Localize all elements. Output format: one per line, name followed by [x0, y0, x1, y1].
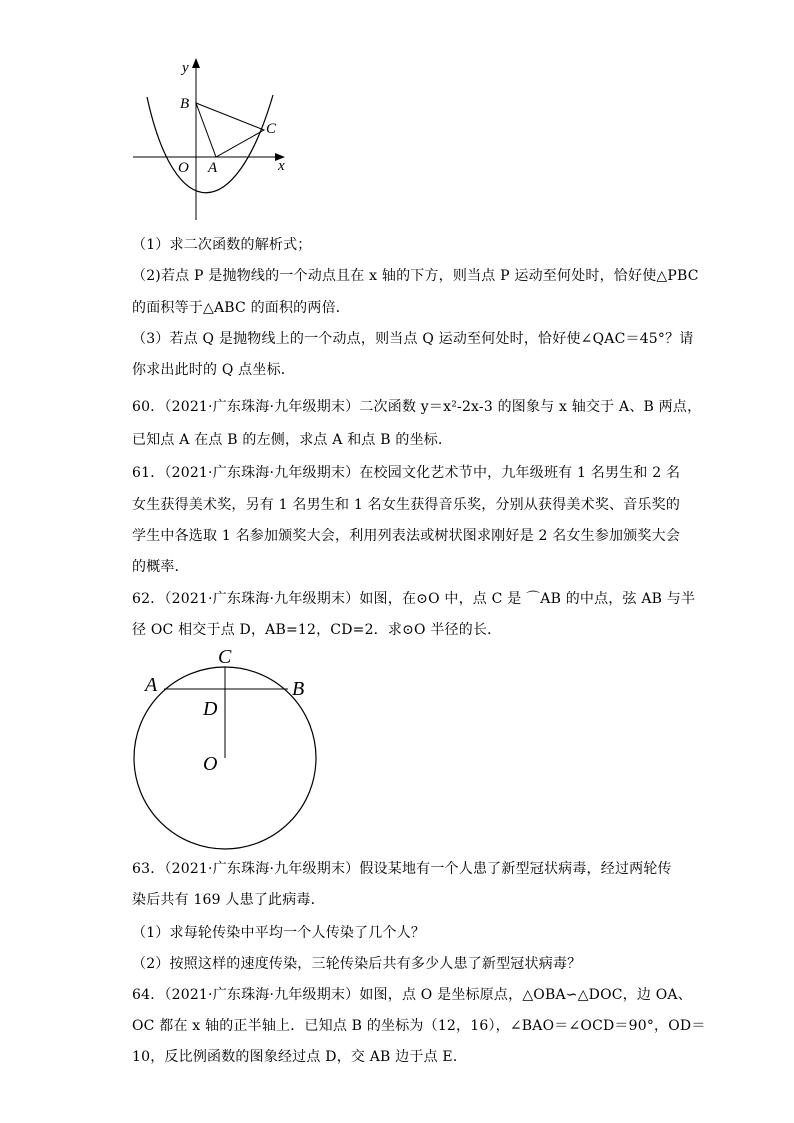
parabola-curve	[147, 95, 273, 193]
q59-part3-line1: （3）若点 Q 是抛物线上的一个动点，则当点 Q 运动至何处时，恰好使∠QAC＝45°？请	[132, 331, 694, 347]
label-d2: D	[203, 698, 218, 720]
label-y: y	[182, 60, 189, 76]
label-o2: O	[203, 753, 218, 775]
label-c: C	[266, 121, 277, 137]
q59-part3-line2: 你求出此时的 Q 点坐标．	[132, 362, 295, 378]
q63-line1: 63．（2021·广东珠海·九年级期末）假设某地有一个人患了新型冠状病毒，经过两轮传	[132, 861, 672, 877]
q62-line1: 62．（2021·广东珠海·九年级期末）如图，在⊙O 中，点 C 是 ⌒AB 的中点，弦 AB 与半	[132, 591, 696, 607]
q59-part2-line2: 的面积等于△ABC 的面积的两倍．	[132, 300, 350, 316]
label-b: B	[180, 96, 190, 112]
q59-part2-line1: （2)若点 P 是抛物线的一个动点且在 x 轴的下方，则当点 P 运动至何处时，恰好使△PBC	[132, 268, 699, 284]
q60-line2: 已知点 A 在点 B 的左侧，求点 A 和点 B 的坐标．	[132, 432, 453, 448]
q61-line3: 学生中各选取 1 名参加颁奖大会，利用列表法或树状图求刚好是 2 名女生参加颁奖大会	[132, 528, 681, 544]
q64-line3: 10，反比例函数的图象经过点 D，交 AB 边于点 E．	[132, 1049, 468, 1065]
label-a: A	[208, 160, 218, 176]
q62-line2: 径 OC 相交于点 D，AB=12，CD=2．求⊙O 半径的长．	[132, 622, 502, 638]
parabola-figure	[125, 55, 295, 225]
label-a2: A	[145, 674, 158, 696]
label-b2: B	[292, 678, 305, 700]
q63-part1: （1）求每轮传染中平均一个人传染了几个人？	[132, 925, 426, 941]
q59-part1: （1）求二次函数的解析式；	[132, 237, 312, 253]
label-x: x	[278, 158, 285, 174]
label-c2: C	[218, 646, 232, 668]
y-axis-arrow	[192, 58, 200, 68]
q63-part2: （2）按照这样的速度传染，三轮传染后共有多少人患了新型冠状病毒？	[132, 956, 582, 972]
circle-figure	[130, 645, 325, 850]
triangle-abc	[196, 103, 264, 157]
q63-line2: 染后共有 169 人患了此病毒．	[132, 892, 325, 908]
q64-line1: 64．（2021·广东珠海·九年级期末）如图，点 O 是坐标原点，△OBA∽△DOC，边 OA、	[132, 987, 692, 1003]
q60-line1: 60．（2021·广东珠海·九年级期末）二次函数 y＝x²-2x-3 的图象与 x 轴交于 A、B 两点，	[132, 399, 702, 415]
label-o: O	[178, 160, 189, 176]
q61-line1: 61．（2021·广东珠海·九年级期末）在校园文化艺术节中，九年级班有 1 名男生和 2 名	[132, 465, 681, 481]
q61-line2: 女生获得美术奖，另有 1 名男生和 1 名女生获得音乐奖，分别从获得美术奖、音乐奖的	[132, 497, 681, 513]
q64-line2: OC 都在 x 轴的正半轴上．已知点 B 的坐标为（12，16），∠BAO＝∠OCD＝90°，OD＝	[132, 1018, 706, 1034]
q61-line4: 的概率．	[132, 559, 189, 575]
